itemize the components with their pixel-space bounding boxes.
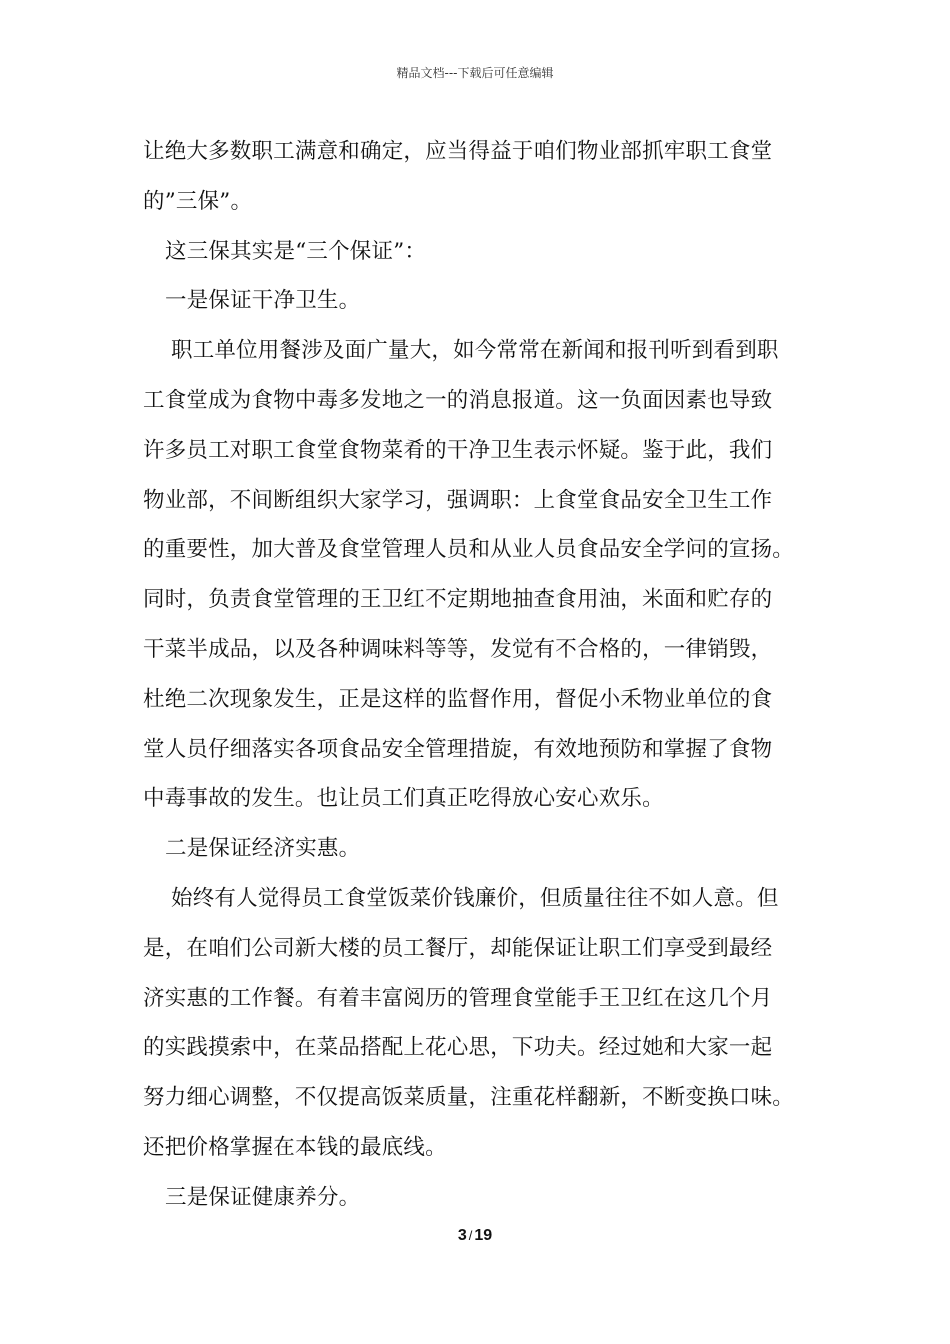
- text-line: 二是保证经济实惠。: [165, 836, 361, 862]
- total-pages-number: 19: [474, 1227, 493, 1244]
- page-header: 精品文档---下载后可任意编辑: [396, 66, 554, 80]
- page-separator: /: [468, 1228, 473, 1243]
- text-line: 中毒事故的发生。也让员工们真正吃得放心安心欢乐。: [143, 786, 664, 812]
- text-line: 堂人员仔细落实各项食品安全管理措旋，有效地预防和掌握了食物: [143, 736, 773, 762]
- text-line: 职工单位用餐涉及面广量大，如今常常在新闻和报刊听到看到职: [171, 338, 779, 364]
- text-line: 济实惠的工作餐。有着丰富阅历的管理食堂能手王卫红在这几个月: [143, 985, 773, 1011]
- text-line: 的实践摸索中，在菜品搭配上花心思，下功夫。经过她和大家一起: [143, 1035, 773, 1061]
- text-line: 的重要性，加大普及食堂管理人员和从业人员食品安全学问的宣扬。: [143, 537, 795, 563]
- text-line: 努力细心调整，不仅提高饭菜质量，注重花样翻新，不断变换口味。: [143, 1085, 795, 1111]
- text-line: 让绝大多数职工满意和确定，应当得益于咱们物业部抓牢职工食堂: [143, 139, 773, 164]
- text-line: 一是保证干净卫生。: [165, 288, 361, 314]
- text-line: 许多员工对职工食堂食物菜肴的干净卫生表示怀疑。鉴于此，我们: [143, 437, 773, 463]
- current-page-number: 3: [457, 1227, 467, 1244]
- text-line: 三是保证健康养分。: [165, 1184, 361, 1210]
- text-line: 这三保其实是“三个保证”：: [165, 238, 427, 264]
- page-number: [0, 1227, 950, 1245]
- text-line: 同时，负责食堂管理的王卫红不定期地抽查食用油，米面和贮存的: [143, 587, 773, 613]
- text-line: 始终有人觉得员工食堂饭菜价钱廉价，但质量往往不如人意。但: [171, 885, 779, 911]
- text-line: 是，在咱们公司新大楼的员工餐厅，却能保证让职工们享受到最经: [143, 935, 773, 961]
- text-line: 物业部，不间断组织大家学习，强调职：上食堂食品安全卫生工作: [143, 487, 773, 513]
- text-line: 工食堂成为食物中毒多发地之一的消息报道。这一负面因素也导致: [143, 387, 773, 413]
- text-line: 还把价格掌握在本钱的最底线。: [143, 1134, 447, 1160]
- text-line: 的”三保”。: [143, 188, 253, 214]
- document-body: [143, 127, 815, 1223]
- text-line: 干菜半成品，以及各种调味料等等，发觉有不合格的，一律销毁，: [143, 636, 773, 662]
- text-line: 杜绝二次现象发生，正是这样的监督作用，督促小禾物业单位的食: [143, 686, 773, 712]
